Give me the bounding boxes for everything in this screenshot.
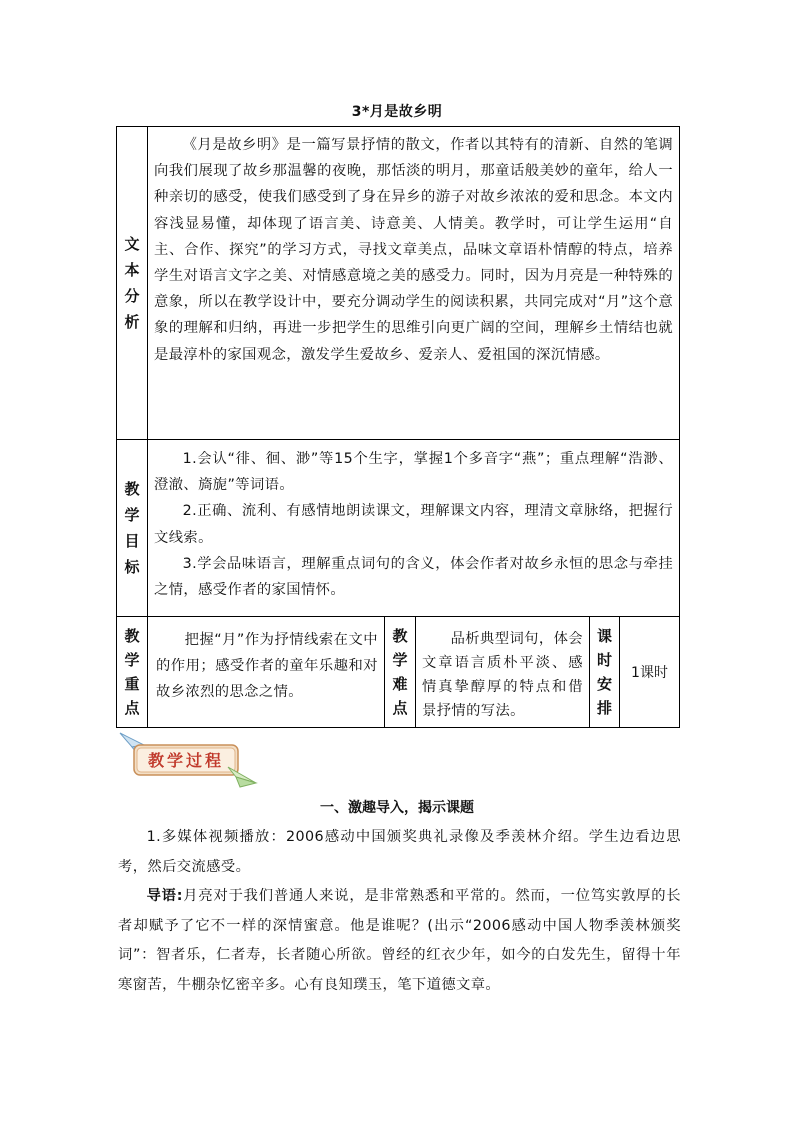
difficulties-label: 教 学 难 点 — [385, 617, 416, 728]
key-points-text: 把握“月”作为抒情线索在文中的作用；感受作者的童年乐趣和对故乡浓烈的思念之情。 — [156, 632, 378, 700]
paragraph-1: 1.多媒体视频播放：2006感动中国颁奖典礼录像及季羡林介绍。学生边看边思考，然后交流感受。 — [118, 829, 681, 875]
goal-item: 1.会认“徘、徊、渺”等15个生字，掌握1个多音字“燕”；重点理解“浩渺、澄澈、旖旎”等词语。 — [154, 451, 674, 494]
analysis-cell — [148, 127, 680, 440]
analysis-row — [117, 127, 680, 440]
key-points-cell — [148, 617, 385, 728]
goals-row — [117, 440, 680, 617]
teaching-process-banner — [118, 731, 258, 789]
lesson-plan-table — [116, 126, 680, 728]
lead-label: 导语: — [146, 888, 183, 905]
goals-label: 教 学 目 标 — [117, 440, 148, 617]
goals-cell — [148, 440, 680, 617]
goal-item: 3.学会品味语言，理解重点词句的含义，体会作者对故乡永恒的思念与牵挂之情，感受作者的家国情怀。 — [154, 555, 674, 599]
paragraph-2 — [118, 882, 681, 1000]
lead-text: 月亮对于我们普通人来说，是非常熟悉和平常的。然而，一位笃实敦厚的长者却赋予了它不一样的深情蜜意。他是谁呢？(出示“2006感动中国人物季羡林颁奖词”：智者乐，仁者寿，长者随心所欲。曾经的红衣少年，如今的白发先生，留得十年寒窗苦，牛棚杂忆密辛多。心有良知璞玉，笔下道德文章。 — [118, 888, 681, 993]
key-points-label: 教 学 重 点 — [117, 617, 148, 728]
difficulties-cell — [416, 617, 590, 728]
schedule-cell — [620, 617, 680, 728]
section-heading: 一、激趣导入，揭示课题 — [320, 800, 474, 816]
difficulties-text: 品析典型词句，体会文章语言质朴平淡、感情真挚醇厚的特点和借景抒情的写法。 — [422, 631, 583, 719]
analysis-text: 《月是故乡明》是一篇写景抒情的散文，作者以其特有的清新、自然的笔调向我们展现了故乡那温馨的夜晚，那恬淡的明月，那童话般美妙的童年，给人一种亲切的感受，使我们感受到了身在异乡的游子对故乡浓浓的爱和思念。本文内容浅显易懂，却体现了语言美、诗意美、人情美。教学时，可让学生运用“自主、合作、探究”的学习方式，寻找文章美点，品味文章语朴情醇的特点，培养学生对语言文字之美、对情感意境之美的感受力。同时，因为月亮是一种特殊的意象，所以在教学设计中，要充分调动学生的阅读积累，共同完成对“月”这个意象的理解和归纳，再进一步把学生的思维引向更广阔的空间，理解乡土情结也就是最淳朴的家国观念，激发学生爱故乡、爱亲人、爱祖国的深沉情感。 — [154, 137, 674, 363]
points-row — [117, 617, 680, 728]
banner-label: 教学过程 — [147, 751, 224, 770]
analysis-label: 文 本 分 析 — [117, 127, 148, 440]
schedule-value: 1课时 — [631, 665, 668, 681]
document-title: 3*月是故乡明 — [351, 104, 443, 120]
schedule-label: 课 时 安 排 — [590, 617, 620, 728]
goal-item: 2.正确、流利、有感情地朗读课文，理解课文内容，理清文章脉络，把握行文线索。 — [154, 503, 674, 546]
body-content — [118, 823, 681, 1001]
